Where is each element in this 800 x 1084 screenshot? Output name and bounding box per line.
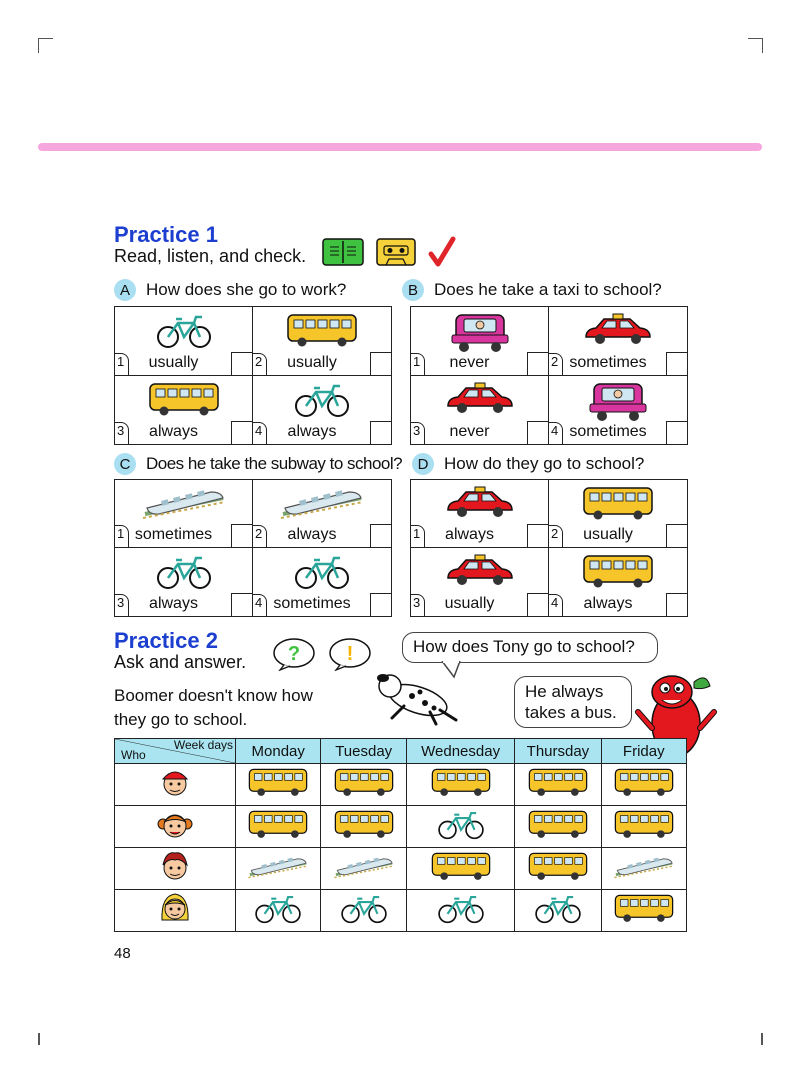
bubble-text: takes a bus. — [525, 703, 617, 722]
section-c-grid — [114, 479, 392, 617]
bike-icon — [236, 890, 321, 932]
boy-red-hair-avatar — [115, 848, 236, 890]
bus-icon — [601, 806, 686, 848]
taxi-icon — [582, 311, 654, 354]
bike-icon — [321, 890, 406, 932]
section-letter: D — [412, 453, 434, 475]
section-letter: C — [114, 453, 136, 475]
bus-icon — [321, 806, 406, 848]
item-number: 2 — [549, 525, 563, 547]
item-number: 4 — [549, 422, 563, 444]
tony-question-bubble — [402, 632, 658, 663]
girl-blonde-avatar — [115, 890, 236, 932]
day-header: Wednesday — [406, 739, 514, 764]
svg-text:!: ! — [346, 643, 354, 665]
frequency-word: usually — [444, 595, 495, 612]
boy-red-cap-avatar — [115, 764, 236, 806]
bus-icon — [601, 764, 686, 806]
bubble-text: He always — [525, 682, 604, 701]
schedule-row — [115, 764, 687, 806]
section-a-label — [114, 279, 346, 301]
girl-pigtails-avatar — [115, 806, 236, 848]
frequency-word: always — [149, 423, 198, 440]
bus-icon — [601, 890, 686, 932]
item-number: 3 — [411, 422, 425, 444]
checkbox[interactable] — [370, 524, 391, 547]
section-b-label — [402, 279, 662, 301]
car-pink-icon — [588, 380, 648, 427]
grid-cell — [115, 376, 253, 445]
frequency-word: never — [449, 423, 490, 440]
item-number: 2 — [253, 353, 267, 375]
corner-cell — [115, 739, 236, 764]
grid-cell — [115, 307, 253, 376]
grid-cell — [253, 548, 391, 616]
item-number: 1 — [411, 353, 425, 375]
section-question: How does she go to work? — [146, 280, 347, 299]
frequency-word: always — [149, 595, 198, 612]
section-d-grid — [410, 479, 688, 617]
section-a-grid — [114, 306, 392, 445]
item-number: 3 — [115, 594, 129, 616]
bus-icon — [406, 848, 514, 890]
taxi-icon — [444, 380, 516, 423]
bike-icon — [154, 552, 214, 595]
item-number: 3 — [411, 594, 425, 616]
boomer-dog-illustration — [370, 668, 465, 728]
header-pink-stripe — [38, 143, 762, 151]
checkbox[interactable] — [370, 352, 391, 375]
grid-cell — [411, 376, 549, 445]
taxi-icon — [444, 552, 516, 595]
checkmark-icon — [428, 236, 456, 268]
checkbox[interactable] — [666, 352, 687, 375]
crop-mark-bottom-left — [38, 1033, 40, 1045]
checkbox[interactable] — [666, 593, 687, 616]
section-c-label — [114, 453, 402, 475]
item-number: 1 — [115, 525, 129, 547]
bike-icon — [406, 806, 514, 848]
checkbox[interactable] — [527, 421, 548, 444]
section-d-label — [412, 453, 644, 475]
frequency-word: always — [583, 595, 633, 612]
item-number: 1 — [411, 525, 425, 547]
frequency-word: sometimes — [134, 526, 213, 543]
weekdays-label: Week days — [173, 738, 233, 752]
frequency-word: never — [449, 353, 490, 371]
schedule-row — [115, 848, 687, 890]
schedule-header-row — [115, 739, 687, 764]
checkbox[interactable] — [231, 352, 252, 375]
frequency-word: sometimes — [273, 595, 351, 612]
page-number: 48 — [114, 945, 131, 962]
frequency-word: sometimes — [569, 353, 647, 371]
grid-cell — [253, 307, 391, 376]
bus-icon — [582, 552, 654, 595]
question-bubble-icon — [272, 637, 318, 671]
subway-icon — [601, 848, 686, 890]
grid-cell — [253, 376, 391, 445]
practice1-subtitle: Read, listen, and check. — [114, 246, 307, 266]
section-letter: A — [114, 279, 136, 301]
frequency-word: always — [287, 423, 337, 440]
tony-answer-bubble — [514, 676, 632, 728]
grid-cell — [549, 480, 687, 548]
practice2-subtitle: Ask and answer. — [114, 652, 247, 672]
book-icon — [322, 238, 364, 266]
bus-icon — [321, 764, 406, 806]
checkbox[interactable] — [527, 524, 548, 547]
bubble-text: How does Tony go to school? — [413, 637, 635, 656]
item-number: 3 — [115, 422, 129, 444]
schedule-row — [115, 806, 687, 848]
bike-icon — [515, 890, 601, 932]
note-line: Boomer doesn't know how — [114, 686, 313, 705]
subway-icon — [236, 848, 321, 890]
bus-icon — [406, 764, 514, 806]
bus-icon — [515, 806, 601, 848]
checkbox[interactable] — [231, 593, 252, 616]
frequency-word: always — [445, 526, 494, 543]
checkbox[interactable] — [231, 524, 252, 547]
crop-mark-top-left — [38, 38, 53, 53]
taxi-icon — [444, 484, 516, 527]
practice1-title: Practice 1 — [114, 222, 218, 247]
schedule-row — [115, 890, 687, 932]
grid-cell — [549, 548, 687, 616]
frequency-word: usually — [583, 526, 633, 543]
schedule-table — [114, 738, 687, 932]
item-number: 4 — [253, 422, 267, 444]
crop-mark-top-right — [748, 38, 763, 53]
car-pink-icon — [450, 311, 510, 358]
frequency-word: usually — [287, 353, 337, 371]
subway-icon — [279, 484, 365, 525]
grid-cell — [411, 307, 549, 376]
item-number: 1 — [115, 353, 129, 375]
bike-icon — [292, 380, 352, 423]
bus-icon — [236, 806, 321, 848]
grid-cell — [115, 480, 253, 548]
section-letter: B — [402, 279, 424, 301]
grid-cell — [549, 307, 687, 376]
bike-icon — [406, 890, 514, 932]
section-question: How do they go to school? — [444, 454, 645, 473]
bus-icon — [148, 380, 220, 423]
cassette-icon — [376, 238, 416, 266]
section-question: Does he take the subway to school? — [146, 454, 403, 473]
frequency-word: always — [287, 526, 337, 543]
who-label: Who — [121, 748, 146, 762]
checkbox[interactable] — [527, 352, 548, 375]
bike-icon — [154, 311, 214, 354]
frequency-word: usually — [148, 353, 199, 371]
subway-icon — [141, 484, 227, 525]
bus-icon — [515, 764, 601, 806]
day-header: Monday — [236, 739, 321, 764]
note-line: they go to school. — [114, 710, 248, 729]
checkbox[interactable] — [666, 421, 687, 444]
practice2-title: Practice 2 — [114, 628, 218, 653]
checkbox[interactable] — [370, 421, 391, 444]
checkbox[interactable] — [231, 421, 252, 444]
day-header: Tuesday — [321, 739, 406, 764]
grid-cell — [411, 480, 549, 548]
bike-icon — [292, 552, 352, 595]
bus-icon — [236, 764, 321, 806]
grid-cell — [115, 548, 253, 616]
day-header: Thursday — [515, 739, 601, 764]
subway-icon — [321, 848, 406, 890]
item-number: 4 — [549, 594, 563, 616]
day-header: Friday — [601, 739, 686, 764]
frequency-word: sometimes — [569, 423, 647, 440]
grid-cell — [549, 376, 687, 445]
svg-text:?: ? — [287, 643, 301, 665]
section-question: Does he take a taxi to school? — [434, 280, 662, 299]
grid-cell — [253, 480, 391, 548]
exclamation-bubble-icon — [328, 637, 374, 671]
boomer-note — [114, 684, 313, 732]
bus-icon — [515, 848, 601, 890]
section-b-grid — [410, 306, 688, 445]
checkbox[interactable] — [527, 593, 548, 616]
grid-cell — [411, 548, 549, 616]
bus-icon — [582, 484, 654, 527]
crop-mark-bottom-right — [761, 1033, 763, 1045]
bus-icon — [286, 311, 358, 354]
item-number: 2 — [253, 525, 267, 547]
item-number: 2 — [549, 353, 563, 375]
checkbox[interactable] — [370, 593, 391, 616]
item-number: 4 — [253, 594, 267, 616]
checkbox[interactable] — [666, 524, 687, 547]
